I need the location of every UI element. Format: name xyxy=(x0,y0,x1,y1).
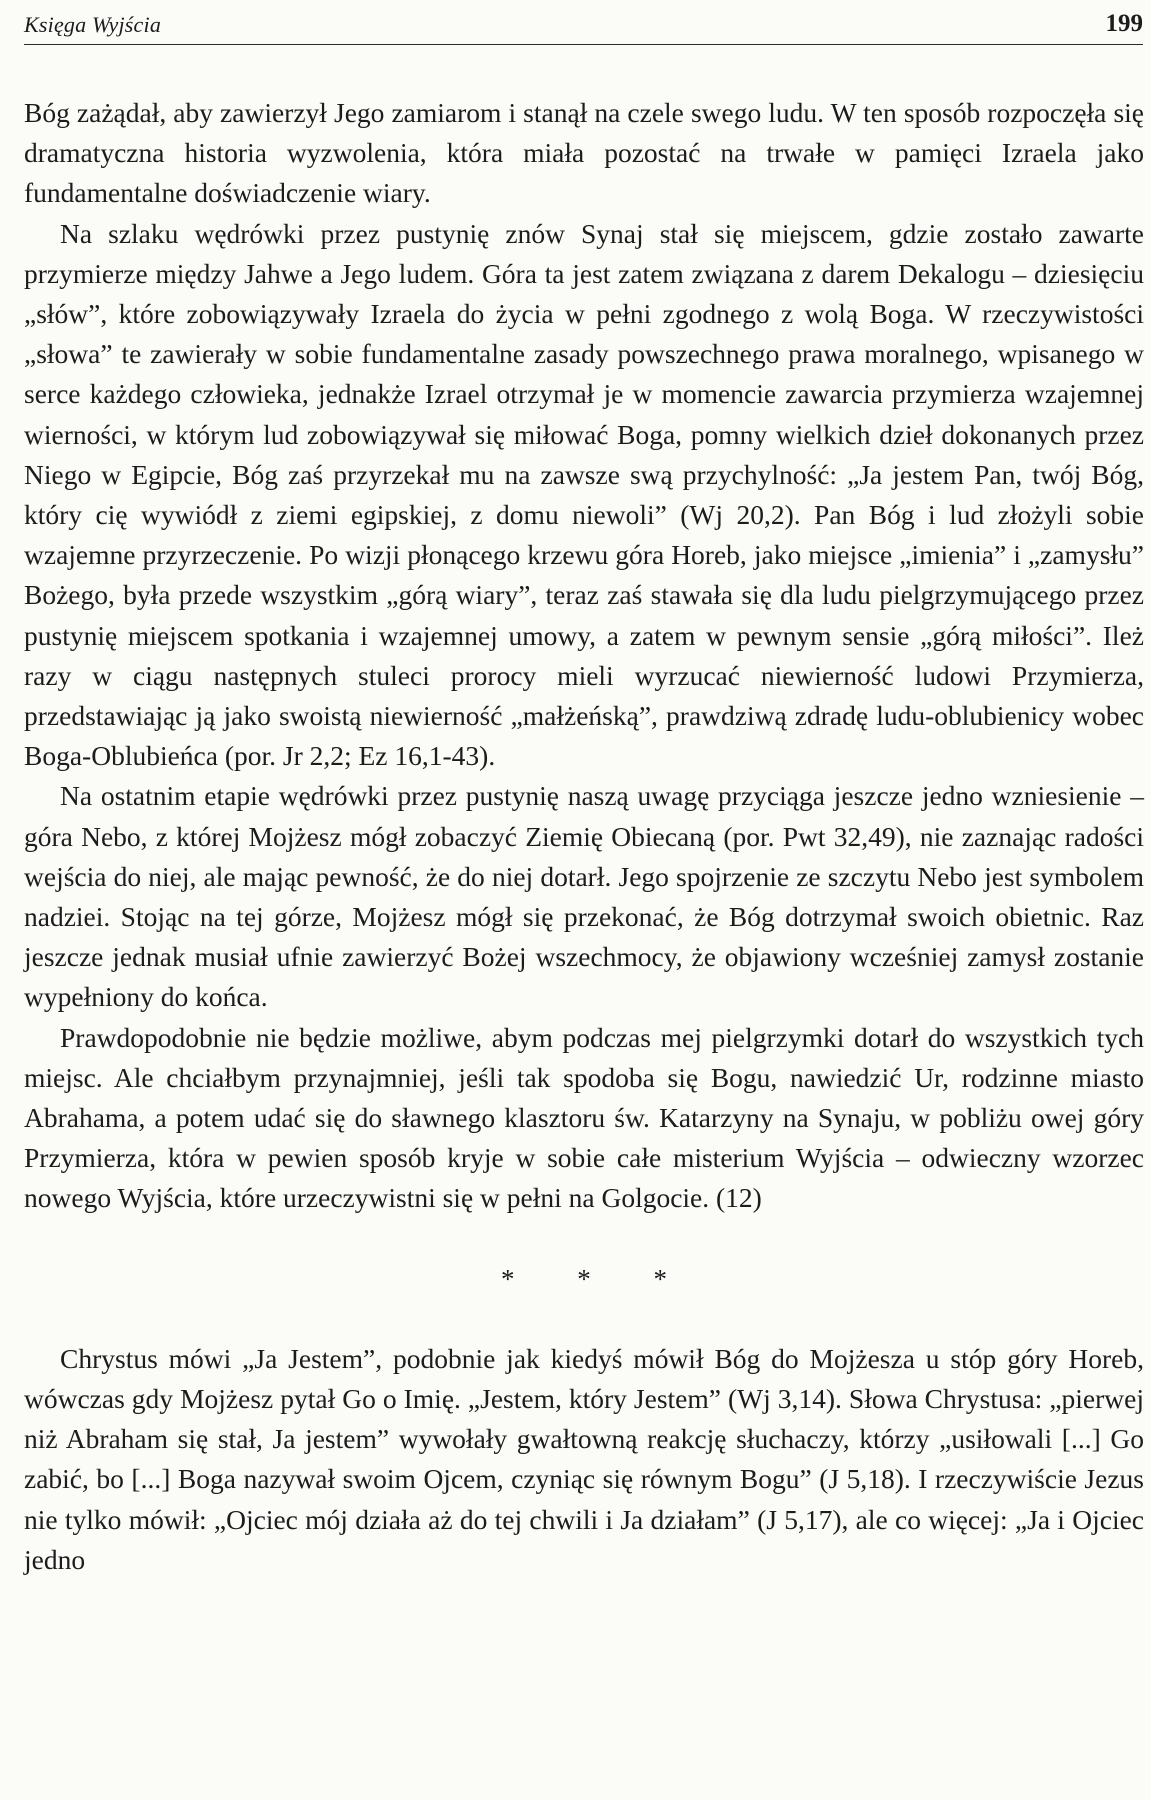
body-text xyxy=(24,93,1144,1580)
section-break-asterisks: * * * xyxy=(501,1263,695,1294)
running-header xyxy=(24,6,1143,45)
paragraph-ja-jestem: Chrystus mówi „Ja Jestem”, podobnie jak kiedyś mówił Bóg do Mojżesza u stóp góry Horeb, wówczas gdy Mojżesz pytał Go o Imię. „Jestem, który Jestem” (Wj 3,14). Słowa Chrystusa: „pierwej niż Abraham się stał, Ja jestem” wywołały gwałtowną reakcję słuchaczy, którzy „usiłowali [...] Go zabić, bo [...] Boga nazywał swoim Ojcem, czyniąc się równym Bogu” (J 5,18). I rzeczywiście Jezus nie tylko mówił: „Ojciec mój działa aż do tej chwili i Ja działam” (J 5,17), ale co więcej: „Ja i Ojciec jedno xyxy=(24,1342,1144,1575)
paragraph-mount-nebo: Na ostatnim etapie wędrówki przez pustynię naszą uwagę przyciąga jeszcze jedno wzniesienie – góra Nebo, z której Mojżesz mógł zobaczyć Ziemię Obiecaną (por. Pwt 32,49), nie zaznając radości wejścia do niej, ale mając pewność, że do niej dotarł. Jego spojrzenie ze szczytu Nebo jest symbolem nadziei. Stojąc na tej górze, Mojżesz mógł się przekonać, że Bóg dotrzymał swoich obietnic. Raz jeszcze jednak musiał ufnie zawierzyć Bożej wszechmocy, że objawiony wcześniej zamysł zostanie wypełniony do końca. xyxy=(24,780,1144,1013)
running-title: Księga Wyjścia xyxy=(24,12,162,37)
paragraph-pilgrimage: Prawdopodobnie nie będzie możliwe, abym podczas mej pielgrzymki dotarł do wszystkich tych miejsc. Ale chciałbym przynajmniej, jeśli tak spodoba się Bogu, nawiedzić Ur, rodzinne miasto Abrahama, a potem udać się do sławnego klasztoru św. Katarzyny na Synaju, w pobliżu owej góry Przymierza, która w pewien sposób kryje w sobie całe misterium Wyjścia – odwieczny wzorzec nowego Wyjścia, które urzeczywistni się w pełni na Golgocie. (12) xyxy=(24,1021,1144,1214)
paragraph-continuation: Bóg zażądał, aby zawierzył Jego zamiarom i stanął na czele swego ludu. W ten sposób rozpoczęła się dramatyczna historia wyzwolenia, która miała pozostać na trwałe w pamięci Izraela jako fundamentalne doświadczenie wiary. xyxy=(24,97,1144,209)
paragraph-synaj-covenant: Na szlaku wędrówki przez pustynię znów Synaj stał się miejscem, gdzie zostało zawarte przymierze między Jahwe a Jego ludem. Góra ta jest zatem związana z darem Dekalogu – dziesięciu „słów”, które zobowiązywały Izraela do życia w pełni zgodnego z wolą Boga. W rzeczywistości „słowa” te zawierały w sobie fundamentalne zasady powszechnego prawa moralnego, wpisanego w serce każdego człowieka, jednakże Izrael otrzymał je w momencie zawarcia przymierza wzajemnej wierności, w którym lud zobowiązywał się miłować Boga, pomny wielkich dzieł dokonanych przez Niego w Egipcie, Bóg zaś przyrzekał mu na zawsze swą przychylność: „Ja jestem Pan, twój Bóg, który cię wywiódł z ziemi egipskiej, z domu niewoli” (Wj 20,2). Pan Bóg i lud złożyli sobie wzajemne przyrzeczenie. Po wizji płonącego krzewu góra Horeb, jako miejsce „imienia” i „zamysłu” Bożego, była przede wszystkim „górą wiary”, teraz zaś stawała się dla ludu pielgrzymującego przez pustynię miejscem spotkania i wzajemnej umowy, a zatem w pewnym sensie „górą miłości”. Ileż razy w ciągu następnych stuleci prorocy mieli wyrzucać niewierność ludowi Przymierza, przedstawiając ją jako swoistą niewierność „małżeńską”, prawdziwą zdradę ludu-oblubienicy wobec Boga-Oblubieńca (por. Jr 2,2; Ez 16,1-43). xyxy=(24,217,1144,772)
page-number: 199 xyxy=(1105,10,1143,37)
